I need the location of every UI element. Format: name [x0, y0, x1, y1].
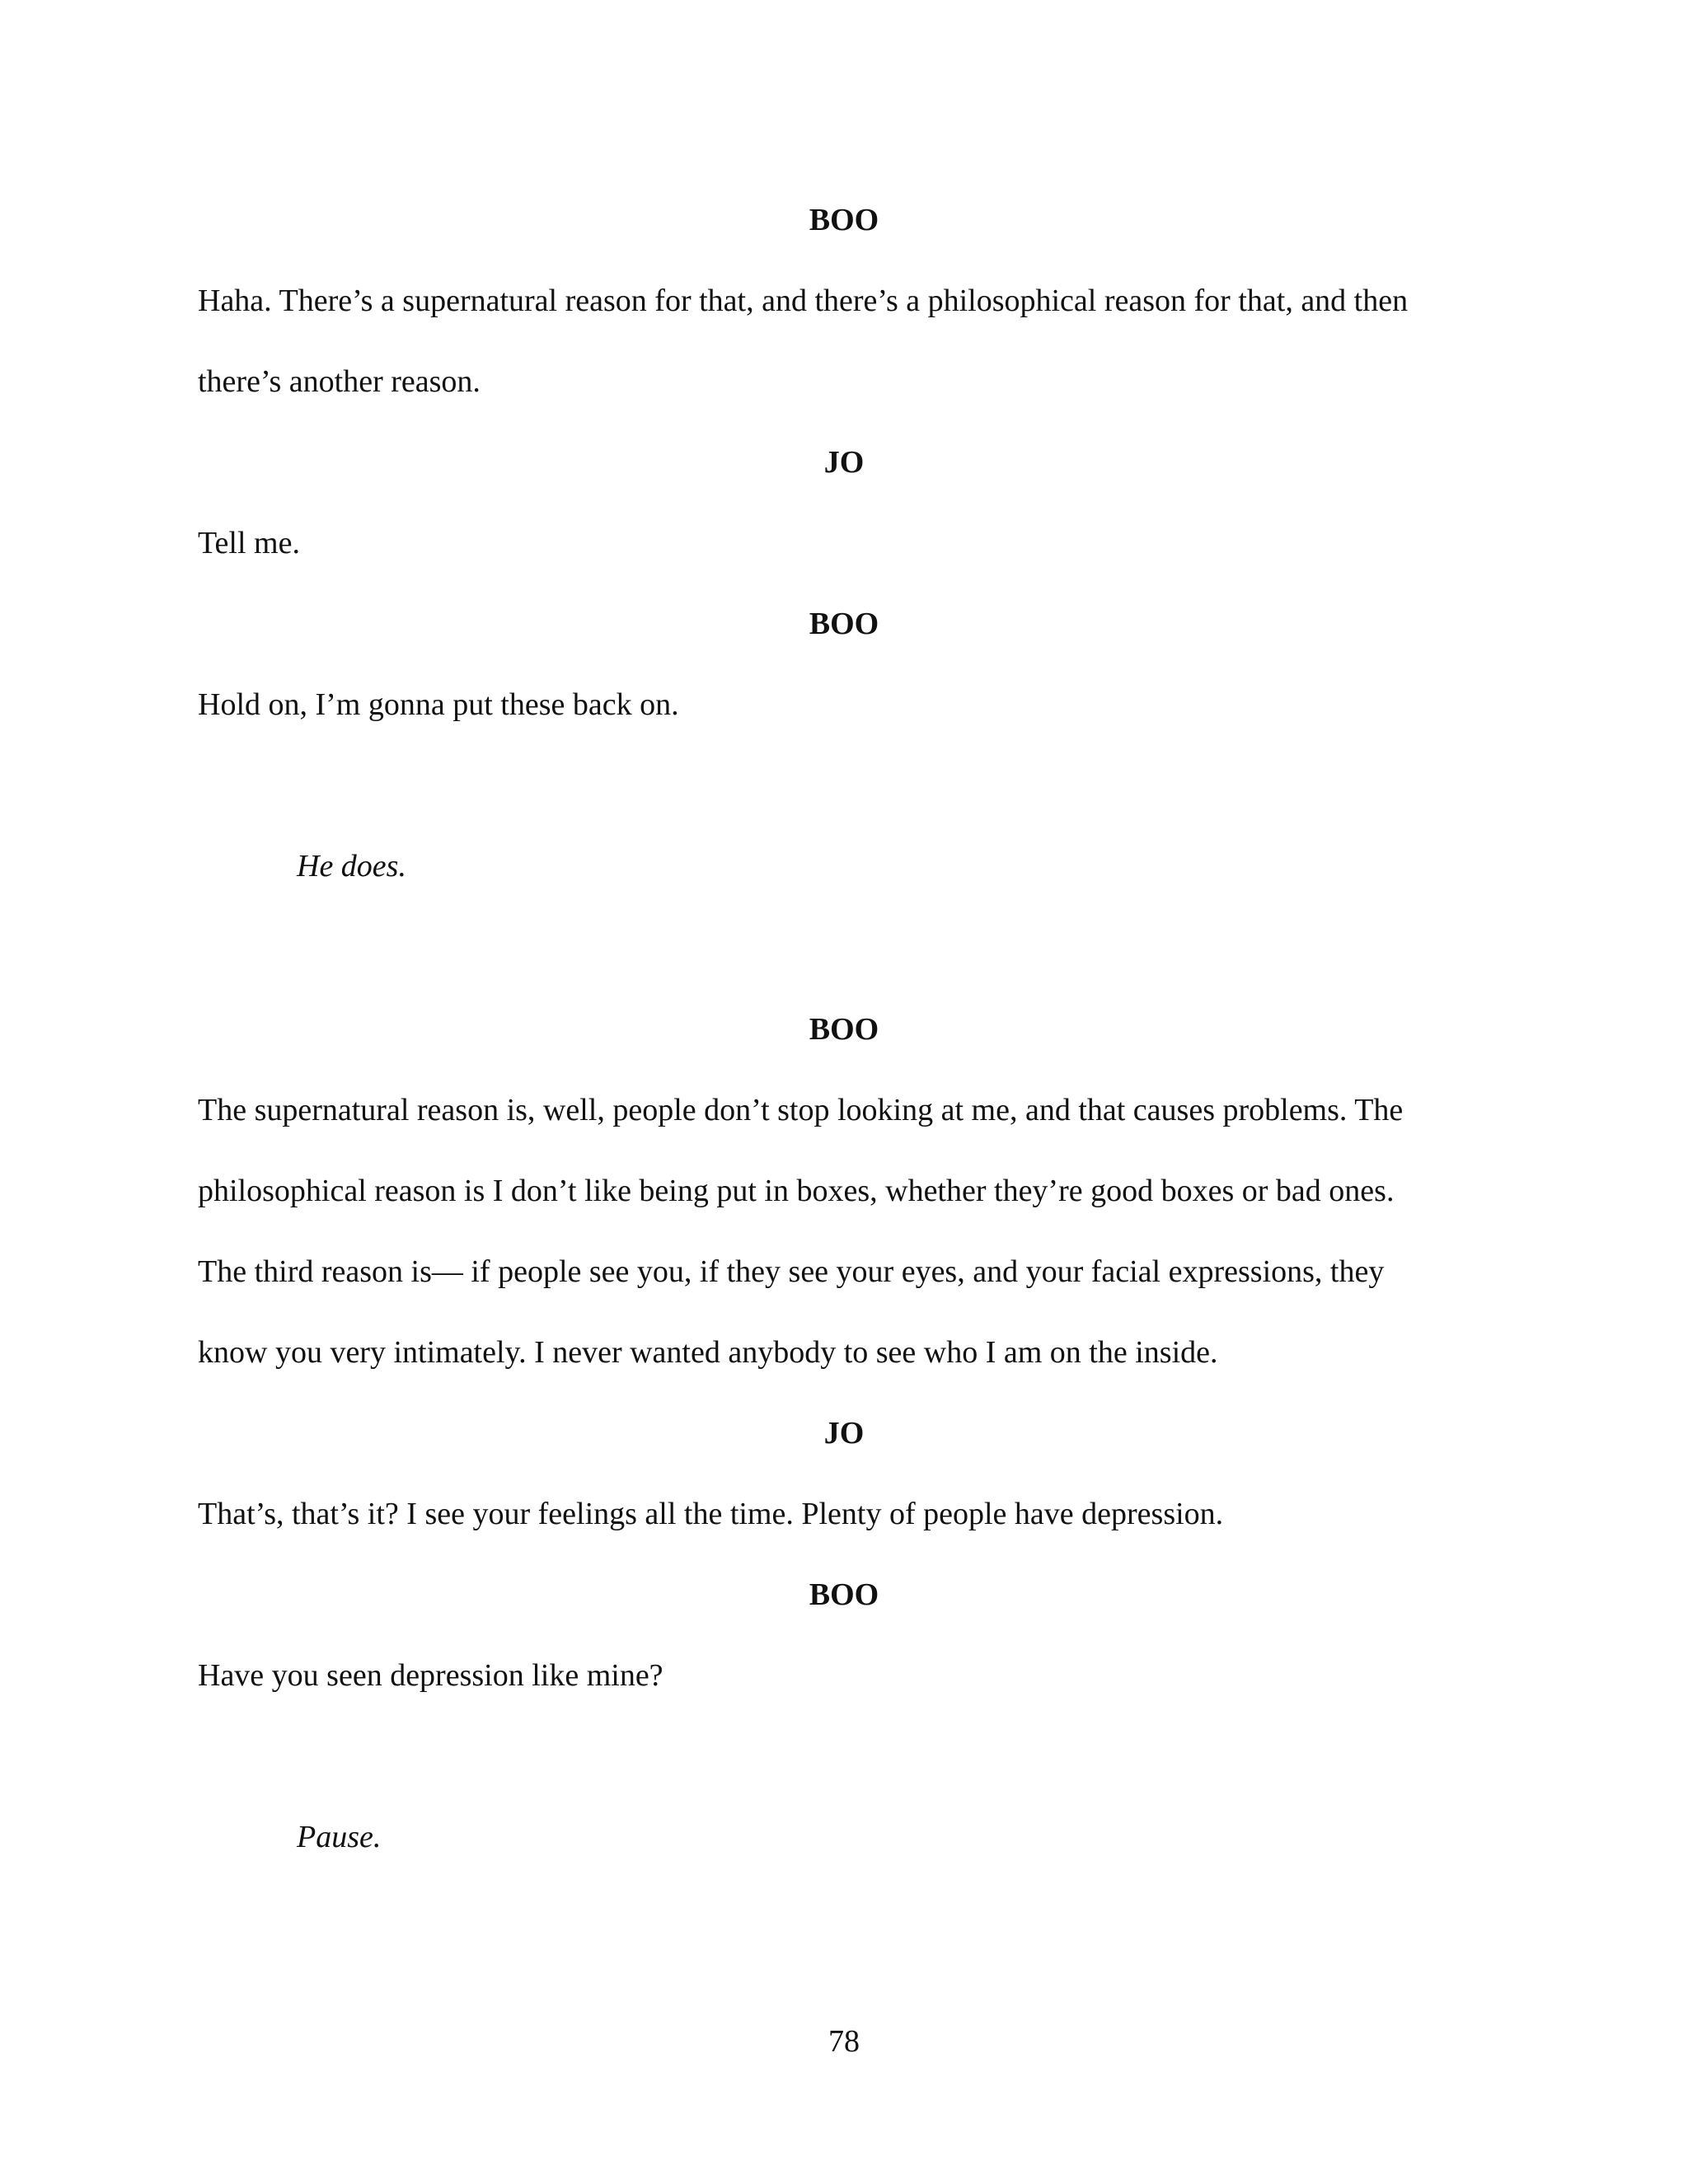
speaker-name: JO — [823, 445, 865, 480]
speaker-name: BOO — [809, 203, 879, 237]
dialogue-line: That’s, that’s it? I see your feelings all the time. Plenty of people have depression. — [198, 1497, 1224, 1531]
speaker-name: BOO — [809, 1577, 879, 1612]
dialogue-line: The third reason is— if people see you, if they see your eyes, and your facial expressions, they — [198, 1254, 1385, 1289]
page-number: 78 — [828, 2024, 860, 2059]
dialogue-line: philosophical reason is I don’t like being put in boxes, whether they’re good boxes or bad ones. — [198, 1174, 1395, 1208]
dialogue-line: Haha. There’s a supernatural reason for that, and there’s a philosophical reason for that, and then — [198, 284, 1409, 318]
dialogue-line: The supernatural reason is, well, people don’t stop looking at me, and that causes problems. The — [198, 1093, 1404, 1127]
dialogue-line: Hold on, I’m gonna put these back on. — [198, 687, 679, 722]
dialogue-line: Tell me. — [198, 526, 300, 560]
speaker-name: BOO — [809, 607, 879, 641]
stage-direction: Pause. — [297, 1820, 382, 1854]
speaker-name: BOO — [809, 1012, 879, 1047]
speaker-name: JO — [823, 1416, 865, 1451]
dialogue-line: Have you seen depression like mine? — [198, 1658, 663, 1693]
stage-direction: He does. — [297, 849, 406, 883]
dialogue-line: there’s another reason. — [198, 364, 481, 399]
dialogue-line: know you very intimately. I never wanted anybody to see who I am on the inside. — [198, 1335, 1218, 1370]
